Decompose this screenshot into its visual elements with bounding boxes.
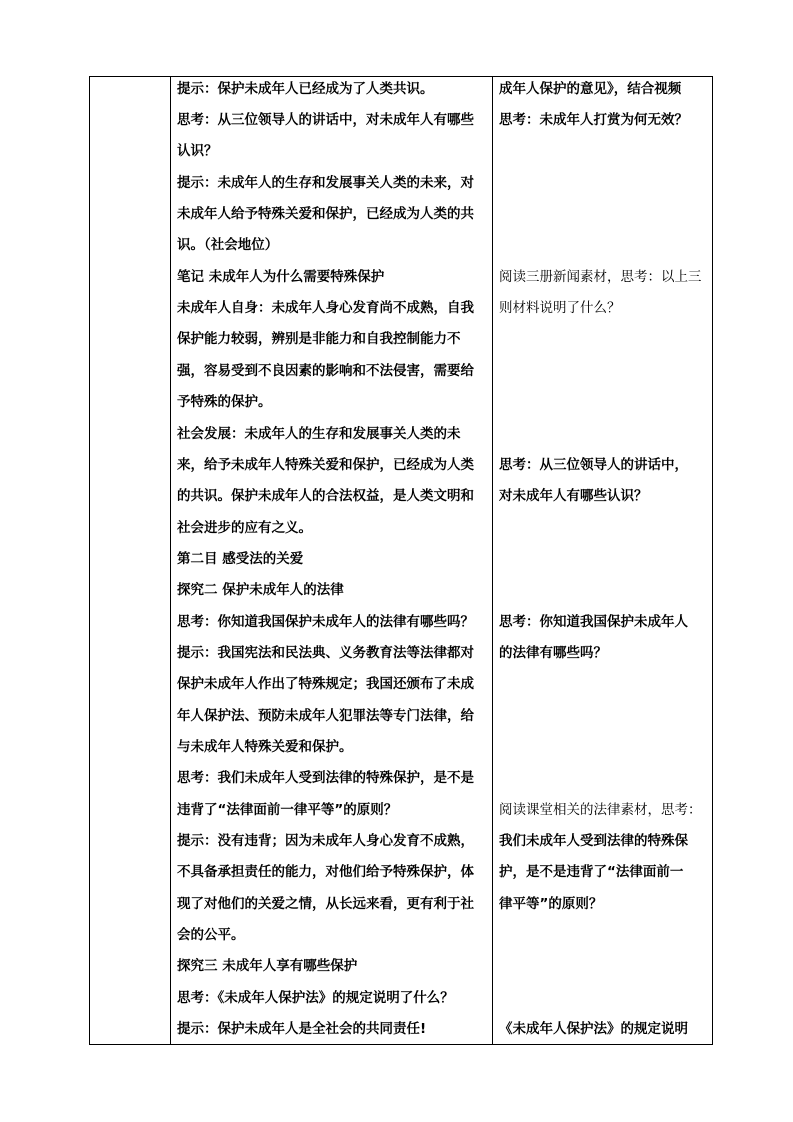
content-line: 思考：你知道我国保护未成年人的法律有哪些吗？ [177,614,474,630]
activity-line: 我们未成年人受到法律的特殊保 [499,833,688,849]
activity-line: 的法律有哪些吗？ [499,645,607,661]
content-line: 保护未成年人作出了特殊规定；我国还颁布了未成 [177,676,474,692]
activity-line: 思考：未成年人打赏为何无效？ [499,112,688,128]
teaching-content-cell [171,77,493,1045]
activity-line: 《未成年人保护法》的规定说明 [499,1021,688,1037]
content-line: 认识？ [177,143,218,159]
content-line: 予特殊的保护。 [177,394,272,410]
activity-line: 阅读课堂相关的法律素材，思考： [499,802,702,818]
content-line: 违背了“法律面前一律平等”的原则？ [177,802,398,818]
activity-line: 则材料说明了什么？ [499,300,621,316]
content-line: 与未成年人特殊关爱和保护。 [177,739,353,755]
left-empty-cell [90,77,171,1045]
content-line: 提示：保护未成年人已经成为了人类共识。 [177,81,434,97]
content-line: 不具备承担责任的能力，对他们给予特殊保护，体 [177,864,474,880]
table-row [90,77,713,1045]
content-line: 强，容易受到不良因素的影响和不法侵害，需要给 [177,363,474,379]
activity-line: 思考：你知道我国保护未成年人 [499,614,688,630]
content-line: 现了对他们的关爱之情，从长远来看，更有利于社 [177,896,474,912]
lesson-plan-table [89,76,713,1045]
student-activity-cell [493,77,713,1045]
content-line: 社会发展：未成年人的生存和发展事关人类的未 [177,426,461,442]
content-line: 未成年人给予特殊关爱和保护，已经成为人类的共 [177,206,474,222]
activity-line: 护，是不是违背了“法律面前一 [499,864,684,880]
activity-line: 思考：从三位领导人的讲话中， [499,457,688,473]
content-line: 笔记 未成年人为什么需要特殊保护 [177,269,385,285]
content-line: 探究二 保护未成年人的法律 [177,582,344,598]
content-line: 未成年人自身：未成年人身心发育尚不成熟，自我 [177,300,474,316]
content-line: 提示：我国宪法和民法典、义务教育法等法律都对 [177,645,474,661]
content-line: 社会进步的应有之义。 [177,520,312,536]
content-line: 思考：我们未成年人受到法律的特殊保护，是不是 [177,770,474,786]
activity-line: 律平等”的原则？ [499,896,603,912]
content-line: 提示：未成年人的生存和发展事关人类的未来，对 [177,175,474,191]
content-line: 思考：《未成年人保护法》的规定说明了什么？ [177,990,454,1006]
content-line: 识。（社会地位） [177,237,279,253]
activity-line: 成年人保护的意见》，结合视频 [499,81,682,97]
content-line: 年人保护法、预防未成年人犯罪法等专门法律，给 [177,708,474,724]
content-line: 提示：没有违背；因为未成年人身心发育不成熟， [177,833,474,849]
content-line: 第二目 感受法的关爱 [177,551,304,567]
content-line: 的共识。保护未成年人的合法权益，是人类文明和 [177,488,474,504]
content-line: 来，给予未成年人特殊关爱和保护，已经成为人类 [177,457,474,473]
content-line: 会的公平。 [177,927,245,943]
activity-line: 阅读三册新闻素材，思考：以上三 [499,269,702,285]
content-line: 思考：从三位领导人的讲话中，对未成年人有哪些 [177,112,474,128]
content-line: 探究三 未成年人享有哪些保护 [177,958,358,974]
content-line: 提示：保护未成年人是全社会的共同责任! [177,1021,427,1037]
activity-line: 对未成年人有哪些认识？ [499,488,648,504]
content-line: 保护能力较弱，辨别是非能力和自我控制能力不 [177,331,461,347]
